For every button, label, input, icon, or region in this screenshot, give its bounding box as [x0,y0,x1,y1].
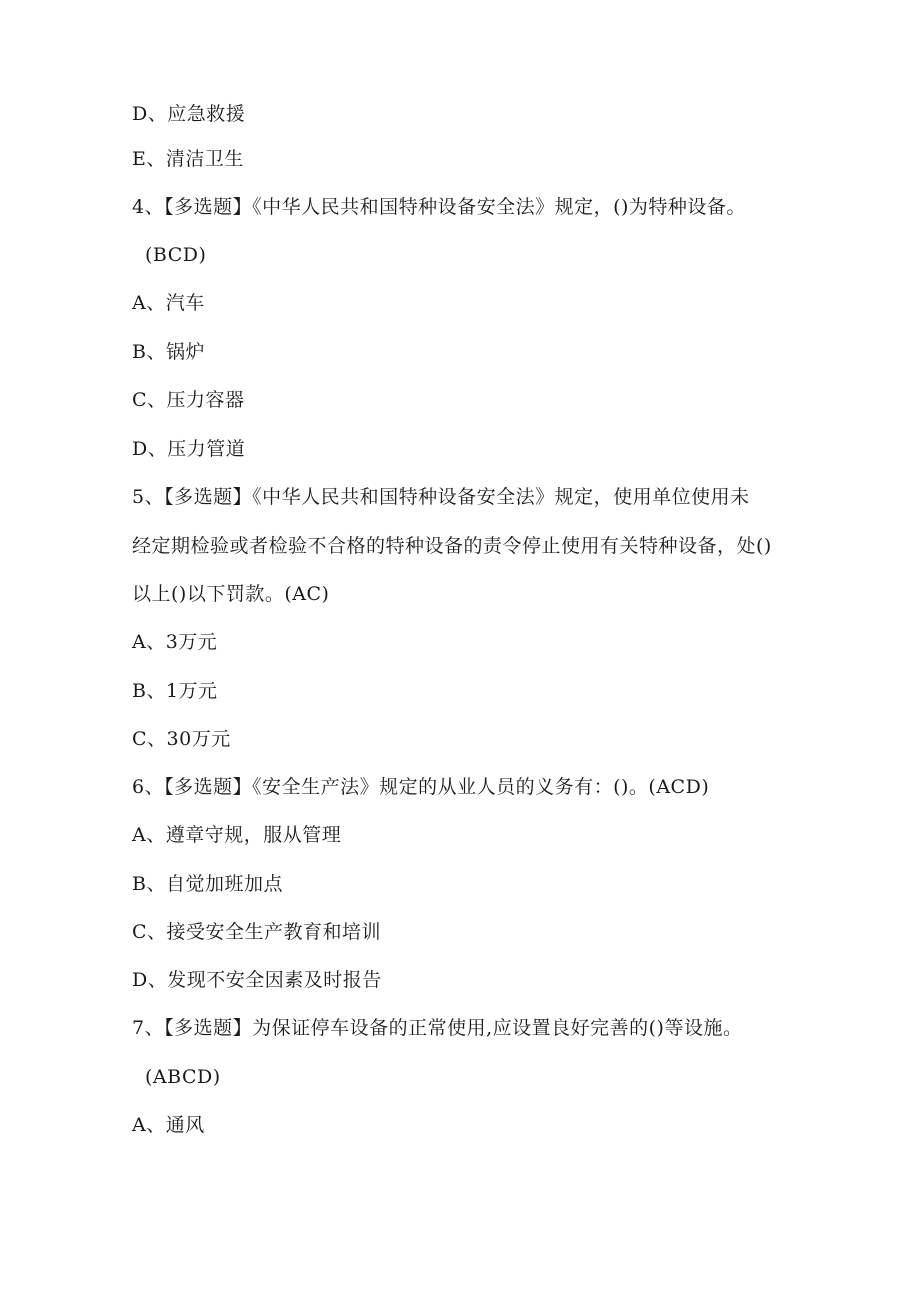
option-c-q5: C、30万元 [132,728,231,750]
question-4: 4、【多选题】《中华人民共和国特种设备安全法》规定，()为特种设备。 [132,196,746,218]
option-a-q6: A、遵章守规，服从管理 [132,824,342,846]
answer-q4: (BCD) [145,244,207,266]
option-b-q5: B、1万元 [132,680,218,702]
option-b-q4: B、锅炉 [132,341,205,363]
option-b-q6: B、自觉加班加点 [132,873,283,895]
question-6: 6、【多选题】《安全生产法》规定的从业人员的义务有：()。(ACD) [132,776,710,798]
option-e-q3: E、清洁卫生 [132,148,244,170]
option-d-q4: D、压力管道 [132,438,246,460]
question-5-line-1: 5、【多选题】《中华人民共和国特种设备安全法》规定，使用单位使用未 [132,486,750,508]
option-c-q6: C、接受安全生产教育和培训 [132,921,382,943]
option-a-q4: A、汽车 [132,292,205,314]
option-a-q5: A、3万元 [132,631,218,653]
option-a-q7: A、通风 [132,1114,205,1136]
question-7: 7、【多选题】为保证停车设备的正常使用,应设置良好完善的()等设施。 [132,1017,743,1039]
question-5-line-2: 经定期检验或者检验不合格的特种设备的责令停止使用有关特种设备，处() [132,535,772,557]
answer-q7: (ABCD) [145,1066,221,1088]
option-c-q4: C、压力容器 [132,389,245,411]
question-5-line-3: 以上()以下罚款。(AC) [132,583,330,605]
option-d-q6: D、发现不安全因素及时报告 [132,969,382,991]
option-d-q3: D、应急救援 [132,103,246,125]
